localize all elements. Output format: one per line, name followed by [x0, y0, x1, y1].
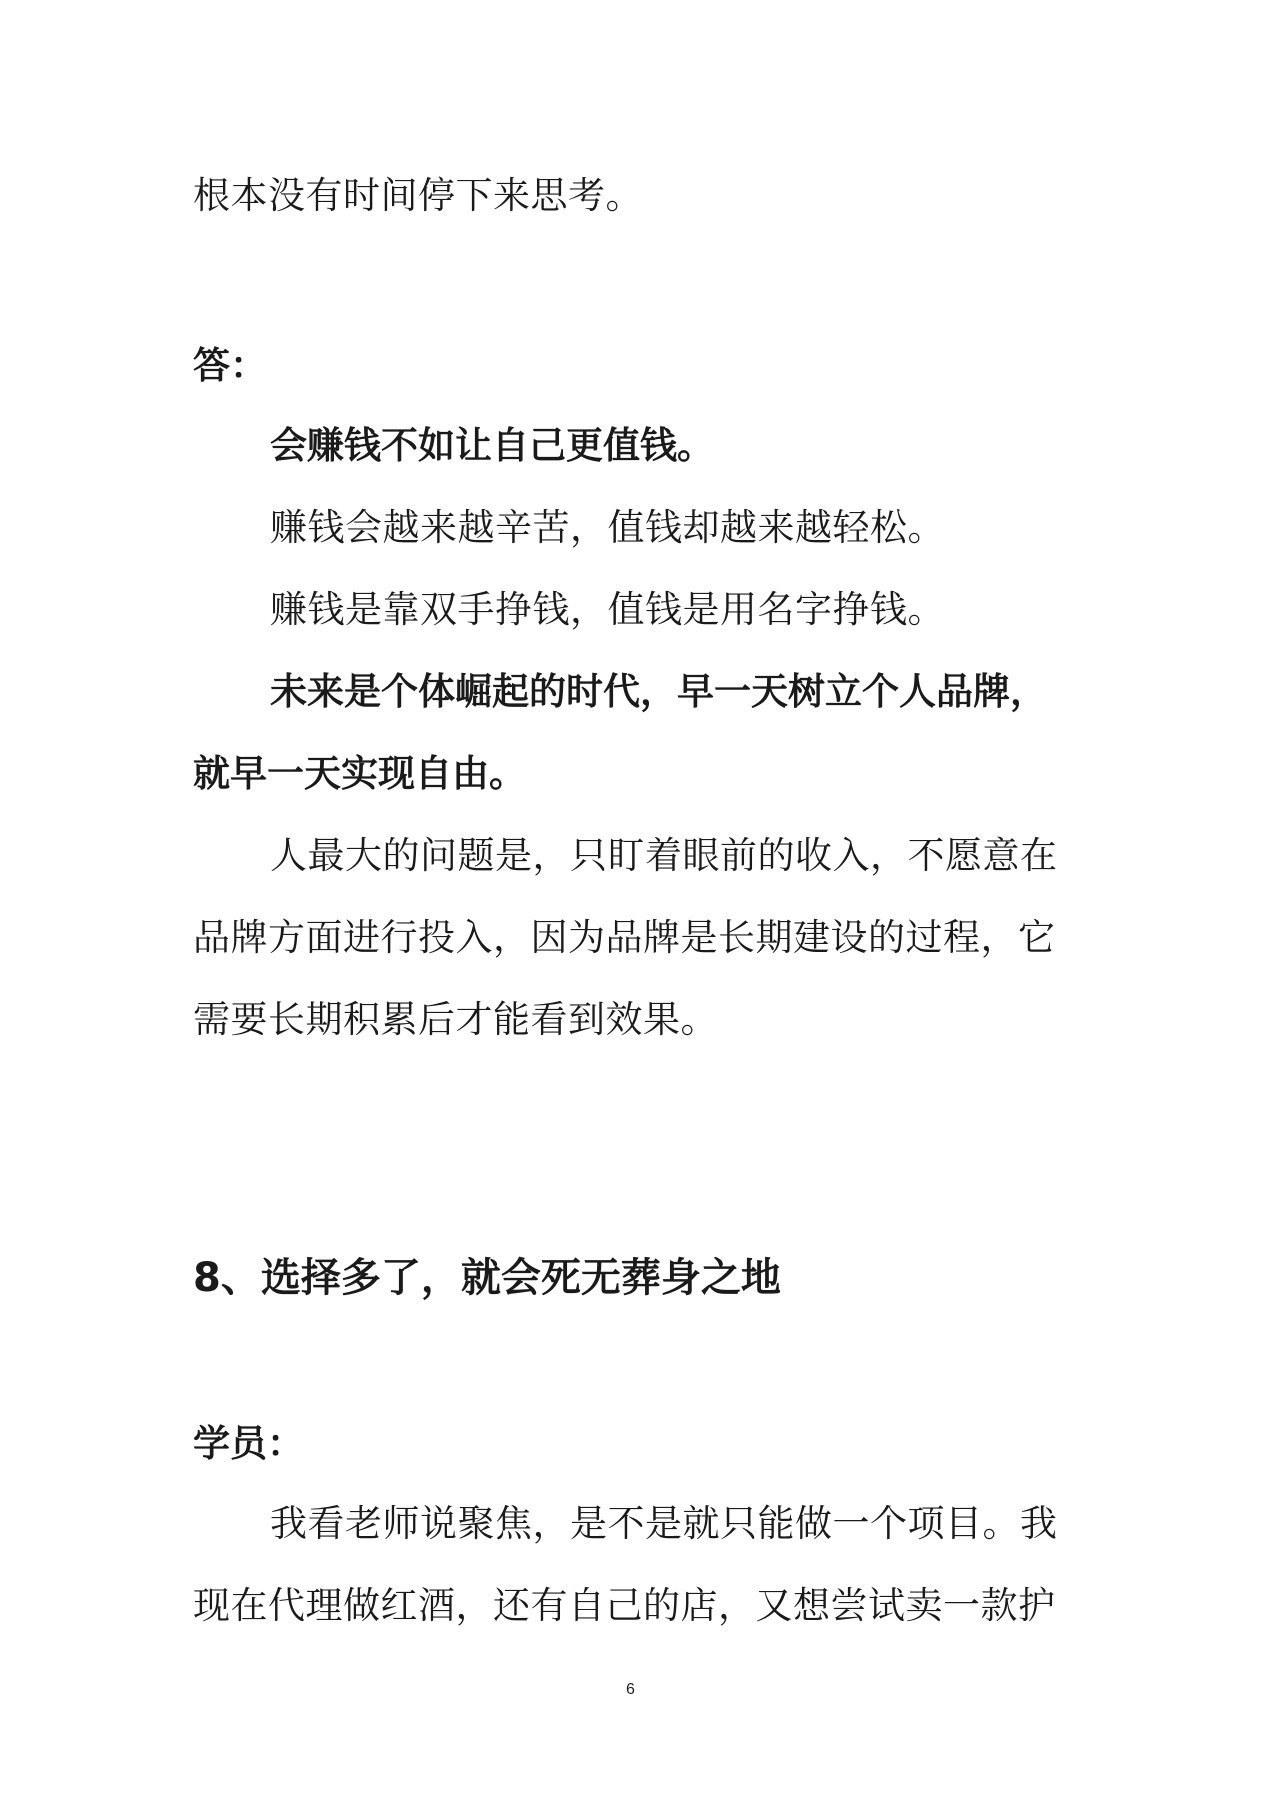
answer-paragraph-line: 人最大的问题是，只盯着眼前的收入，不愿意在 [270, 834, 1058, 877]
answer-paragraph-line: 赚钱会越来越辛苦，值钱却越来越轻松。 [270, 506, 945, 549]
section-heading: 8、选择多了，就会死无葬身之地 [193, 1255, 781, 1301]
answer-label: 答： [193, 344, 267, 387]
answer-emphasis-line: 就早一天实现自由。 [193, 752, 526, 795]
student-paragraph-line: 我看老师说聚焦，是不是就只能做一个项目。我 [270, 1502, 1058, 1545]
student-paragraph-line: 现在代理做红酒，还有自己的店，又想尝试卖一款护 [193, 1584, 1056, 1627]
page-number: 6 [626, 1681, 635, 1698]
answer-paragraph-line: 需要长期积累后才能看到效果。 [193, 998, 718, 1041]
student-label: 学员： [193, 1422, 304, 1465]
answer-key-sentence: 会赚钱不如让自己更值钱。 [270, 424, 714, 467]
answer-emphasis-line: 未来是个体崛起的时代，早一天树立个人品牌， [270, 670, 1047, 713]
answer-paragraph-line: 赚钱是靠双手挣钱，值钱是用名字挣钱。 [270, 588, 945, 631]
continuation-text: 根本没有时间停下来思考。 [193, 174, 643, 217]
answer-paragraph-line: 品牌方面进行投入，因为品牌是长期建设的过程，它 [193, 916, 1056, 959]
